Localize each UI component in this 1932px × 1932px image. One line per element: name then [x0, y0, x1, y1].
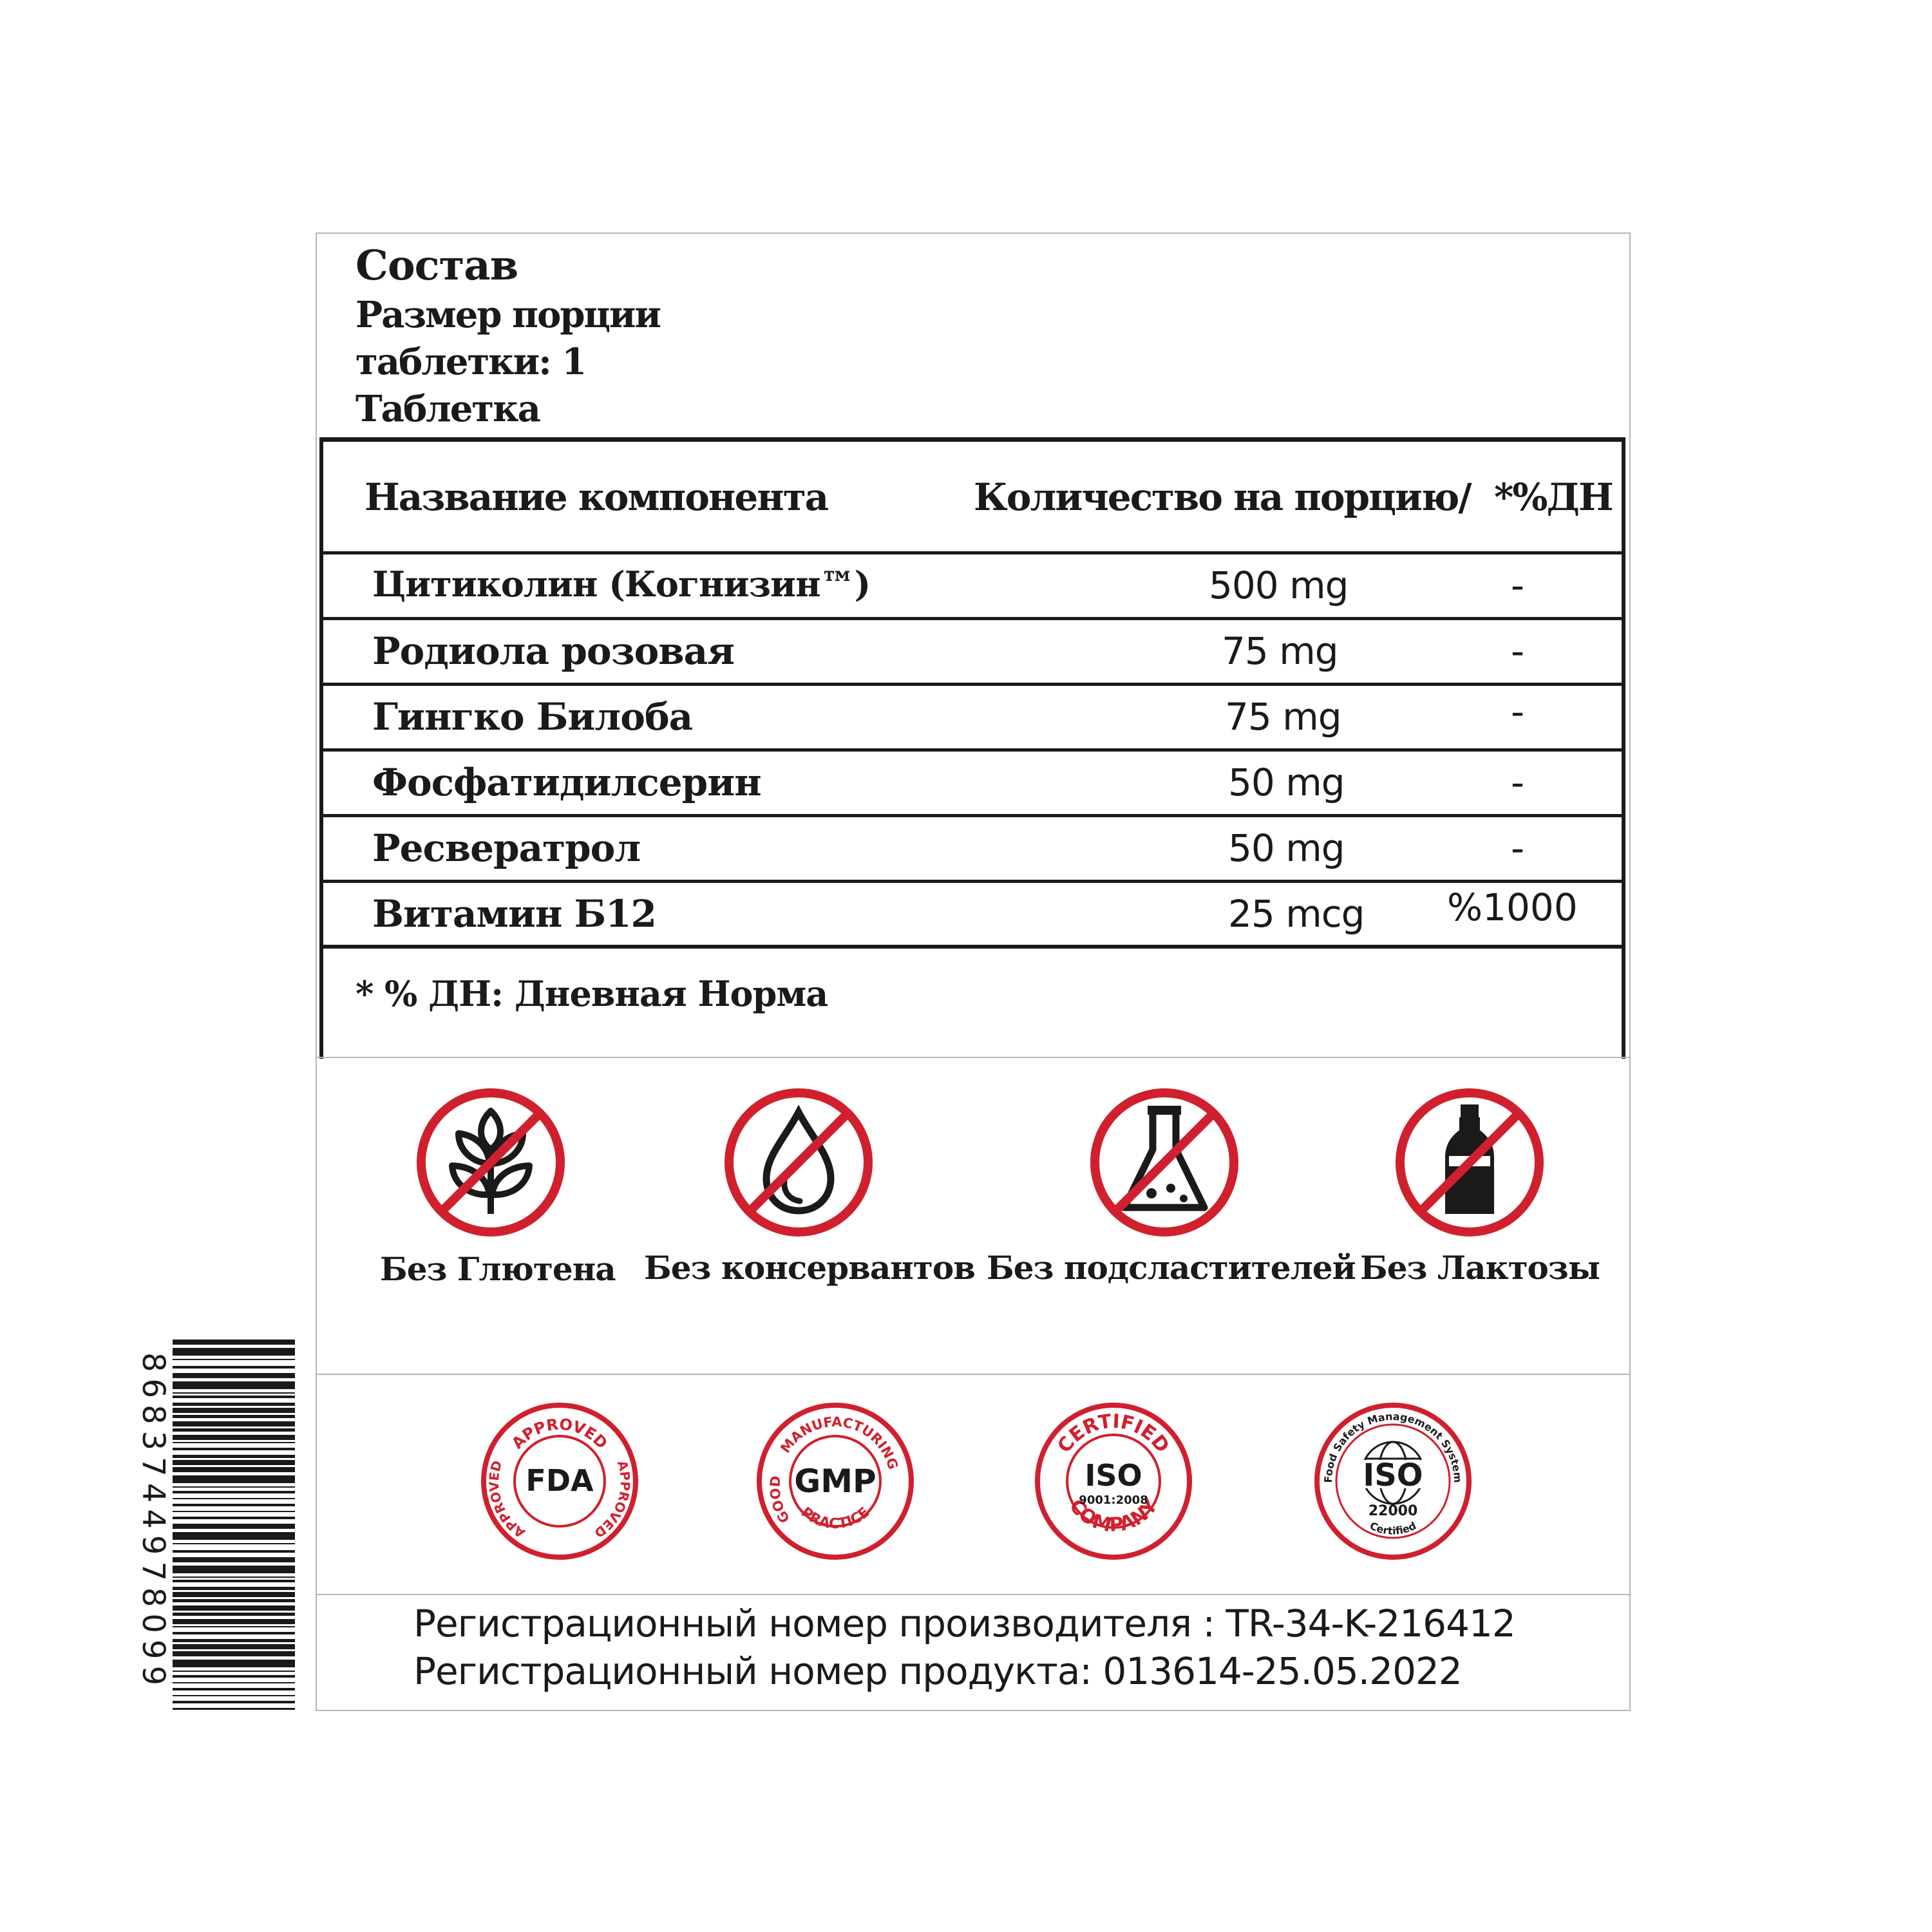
serving-size-line1: Размер порции [355, 294, 660, 336]
svg-text:APPROVED [508, 1416, 611, 1453]
ingredient-amount: 75 mg [1222, 629, 1338, 673]
barcode-bar [173, 1587, 295, 1590]
gmp-left-text: GOOD [767, 1475, 793, 1526]
barcode-bar [173, 1408, 295, 1413]
daily-value-footnote: * % ДН: Дневная Норма [355, 973, 828, 1014]
ingredient-name: Цитиколин (Когнизин™) [372, 564, 871, 605]
ingredient-dv: - [1511, 826, 1524, 870]
svg-text:PRACTICE [798, 1504, 873, 1532]
iso9001-top-text: CERTIFIED [1053, 1410, 1174, 1457]
supplement-label [316, 232, 1631, 1711]
barcode-bar [173, 1366, 295, 1368]
barcode-bar [173, 1543, 295, 1544]
ingredient-amount: 500 mg [1209, 564, 1349, 607]
gmp-center-text: GMP [794, 1463, 876, 1500]
ingredient-name: Фосфатидилсерин [372, 761, 761, 804]
fda-left-text: APPROVED [486, 1459, 528, 1541]
gmp-bottom-text: PRACTICE [797, 1504, 873, 1533]
barcode-bar [173, 1381, 295, 1389]
barcode-bar [173, 1613, 295, 1616]
barcode-bar [173, 1550, 295, 1553]
serving-size-line2: таблетки: 1 [355, 340, 586, 383]
barcode-bar [173, 1455, 295, 1458]
ingredient-dv: - [1511, 629, 1524, 673]
barcode-bar [173, 1639, 295, 1642]
barcode-bar [173, 1396, 295, 1398]
manufacturer-registration: Регистрационный номер производителя : TR-34-K-216412 [413, 1602, 1515, 1645]
table-row [323, 554, 1622, 620]
divider [317, 1594, 1629, 1595]
label-title: Состав [355, 242, 518, 290]
ingredient-dv: - [1511, 761, 1524, 804]
barcode-bar [173, 1524, 295, 1529]
barcode-bar [173, 1626, 295, 1627]
fda-right-text: APPROVED [591, 1459, 634, 1541]
barcode-bar [173, 1448, 295, 1450]
barcode-bar [173, 1671, 295, 1672]
supplement-facts-table [319, 437, 1625, 1059]
iso22000-bottom-text: Certified [1367, 1519, 1419, 1537]
table-row [323, 752, 1622, 817]
ingredient-dv: - [1511, 564, 1524, 607]
barcode-bar [173, 1532, 295, 1540]
barcode-bar [173, 1460, 295, 1465]
table-row [323, 883, 1622, 949]
barcode-bar [173, 1348, 295, 1356]
ingredient-amount: 25 mcg [1228, 892, 1365, 936]
barcode-bar [173, 1592, 295, 1597]
iso22000-sub-text: 22000 [1368, 1503, 1418, 1519]
ingredient-amount: 50 mg [1228, 761, 1345, 804]
ingredient-dv: - [1511, 690, 1524, 734]
free-from-label: Без консервантов [644, 1249, 975, 1287]
divider [317, 1374, 1629, 1375]
barcode-bar [173, 1403, 295, 1406]
barcode-bar [173, 1511, 295, 1512]
barcode-bar [173, 1675, 295, 1678]
no-sweeteners-icon [1087, 1085, 1242, 1240]
fda-top-text: APPROVED [508, 1415, 611, 1453]
table-header [323, 442, 1622, 554]
gmp-top-text: MANUFACTURING [777, 1414, 901, 1472]
free-from-label: Без Глютена [380, 1250, 616, 1288]
iso9001-center-text: ISO [1084, 1458, 1142, 1493]
ingredient-name: Родиола розовая [372, 629, 734, 673]
barcode-bar [173, 1660, 295, 1667]
ingredient-name: Витамин Б12 [372, 892, 656, 936]
ingredient-name: Гингко Билоба [372, 695, 693, 739]
iso22000-top-text: Food Safety Management System [1321, 1410, 1464, 1483]
no-preservatives-icon [721, 1085, 876, 1240]
iso-9001-badge [1033, 1401, 1194, 1562]
serving-size-line3: Таблетка [355, 387, 540, 430]
ingredient-amount: 50 mg [1228, 826, 1345, 870]
fda-approved-badge [479, 1401, 640, 1562]
iso-22000-badge [1312, 1401, 1473, 1562]
barcode-bar [173, 1701, 295, 1703]
barcode-bar [173, 1442, 295, 1443]
no-lactose-icon [1392, 1085, 1547, 1240]
barcode-bar [173, 1644, 295, 1649]
svg-text:APPROVED [486, 1459, 528, 1541]
free-from-label: Без Лактозы [1360, 1249, 1600, 1287]
iso9001-bottom-text: COMPANY [1064, 1495, 1163, 1537]
barcode-bar [173, 1504, 295, 1506]
barcode-bar [173, 1486, 295, 1488]
barcode-bar [173, 1580, 295, 1582]
barcode-bar [173, 1557, 295, 1562]
barcode-bar [173, 1605, 295, 1611]
divider [317, 1057, 1629, 1058]
barcode-bar [173, 1340, 295, 1345]
barcode-bar [173, 1651, 295, 1656]
barcode-bar [173, 1415, 295, 1418]
barcode-bar [173, 1695, 295, 1696]
barcode-bar [173, 1392, 295, 1394]
barcode-bar [173, 1517, 295, 1519]
no-gluten-icon [413, 1085, 568, 1240]
barcode-bar [173, 1566, 295, 1573]
barcode-bar [173, 1682, 295, 1683]
barcode-bar [173, 1421, 295, 1426]
barcode-bar [173, 1619, 295, 1624]
table-row [323, 620, 1622, 686]
barcode [134, 1340, 295, 1710]
column-header-dv: *%ДН [1494, 475, 1613, 519]
table-row [323, 686, 1622, 752]
svg-text:APPROVED [591, 1459, 633, 1541]
barcode-bar [173, 1373, 295, 1378]
barcode-bar [173, 1577, 295, 1578]
barcode-bar [173, 1688, 295, 1690]
barcode-bar [173, 1475, 295, 1483]
barcode-bar [173, 1498, 295, 1499]
iso9001-sub-text: 9001:2008 [1079, 1493, 1148, 1507]
barcode-digits: 8683744978099 [135, 1352, 171, 1692]
barcode-bar [173, 1467, 295, 1472]
ingredient-amount: 75 mg [1225, 695, 1341, 739]
barcode-bar [173, 1708, 295, 1710]
barcode-bar [173, 1428, 295, 1432]
label-header [355, 240, 660, 432]
fda-center-text: FDA [526, 1463, 594, 1498]
iso22000-center-text: ISO [1363, 1457, 1423, 1493]
ingredient-dv: %1000 [1447, 886, 1578, 929]
gmp-badge [755, 1401, 916, 1562]
barcode-bar [173, 1632, 295, 1634]
barcode-bar [173, 1359, 295, 1360]
barcode-bar [173, 1435, 295, 1440]
ingredient-name: Ресвератрол [372, 826, 641, 870]
table-row [323, 817, 1622, 883]
barcode-bar [173, 1599, 295, 1602]
product-registration: Регистрационный номер продукта: 013614-25.05.2022 [413, 1649, 1462, 1693]
free-from-label: Без подсластителей [987, 1249, 1356, 1287]
column-header-amount: Количество на порцию/ [974, 475, 1471, 519]
column-header-name: Название компонента [365, 475, 828, 519]
barcode-bar [173, 1491, 295, 1493]
